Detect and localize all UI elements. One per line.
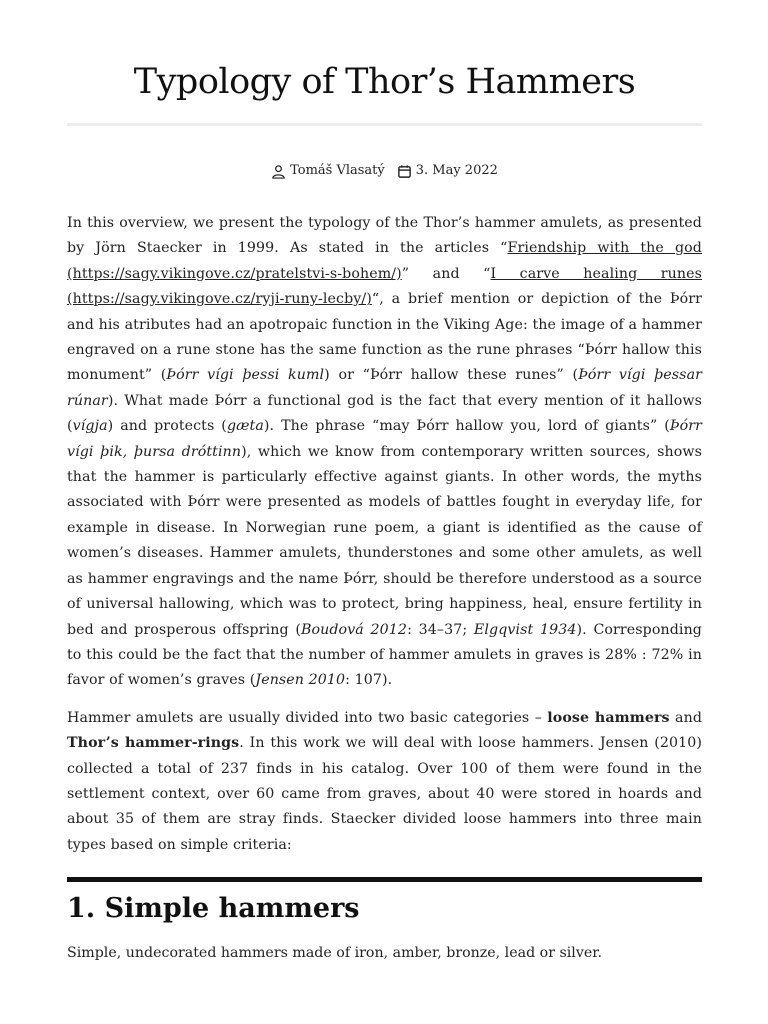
intro-paragraph (67, 211, 702, 694)
text-run: ” and “ (401, 265, 491, 282)
post-meta (67, 161, 702, 181)
italic-phrase: Þórr vígi þessi kuml (166, 367, 325, 384)
text-run: ) and protects ( (107, 418, 227, 435)
calendar-icon (397, 164, 416, 179)
friendship-link[interactable]: Friendship with the god (https://sagy.vikingove.cz/pratelstvi-s-bohem/) (67, 240, 702, 282)
italic-phrase: vígja (72, 418, 108, 435)
citation: Elgqvist 1934 (473, 621, 577, 638)
text-run: “, a brief mention or depiction of the Þórr and his atributes had an apotropaic function in the Viking Age: the image of a hammer engraved on a rune stone has the same function as the rune phrases “Þórr hallow this monument” ( (67, 291, 702, 384)
author-meta (271, 161, 385, 181)
text-run: : 107). (345, 672, 393, 689)
healing-runes-link[interactable]: I carve healing runes (https://sagy.vikingove.cz/ryji-runy-lecby/) (67, 265, 702, 308)
text-run: : 34–37; (407, 621, 474, 638)
bold-term: loose hammers (547, 709, 670, 726)
section-heading: 1. Simple hammers (67, 893, 360, 924)
section-divider (67, 877, 702, 882)
text-run: In this overview, we present the typology of the Thor’s hammer amulets, as presented by Jörn Staecker in 1999. As stated in the articles “ (67, 215, 702, 257)
text-run: . In this work we will deal with loose hammers. Jensen (2010) collected a total of 237 finds in his catalog. Over 100 of them were found in the settlement context, over 60 came from graves, about 40 were stored in hoards and about 35 of them are stray finds. Staecker divided loose hammers into three main types based on simple criteria: (67, 735, 703, 853)
text-run: ). Corresponding to this could be the fact that the number of hammer amulets in graves is 28% : 72% in favor of women’s graves ( (67, 621, 702, 689)
text-run: ), which we know from contemporary written sources, shows that the hammer is particularly effective against giants. In other words, the myths associated with Þórr were presented as models of battles fought in everyday life, for example in disease. In Norwegian rune poem, a giant is identified as the cause of women’s diseases. Hammer amulets, thunderstones and some other amulets, as well as hammer engravings and the name Þórr, should be therefore understood as a source of universal hallowing, which was to protect, bring happiness, heal, ensure fertility in bed and prosperous offspring ( (67, 443, 702, 638)
title-divider (67, 123, 702, 126)
text-run: Hammer amulets are usually divided into two basic categories – (67, 709, 548, 726)
citation: Boudová 2012 (300, 621, 408, 638)
page-title: Typology of Thor’s Hammers (133, 62, 636, 102)
article-body (67, 211, 702, 870)
italic-phrase: gæta (226, 418, 264, 435)
text-run: and (669, 709, 702, 726)
italic-phrase: Þórr vígi þessar rúnar (67, 367, 703, 409)
categories-paragraph (67, 706, 702, 858)
text-run: ). What made Þórr a functional god is the fact that every mention of it hallows ( (67, 392, 702, 435)
italic-phrase: Þórr vígi þik, þursa dróttinn (67, 418, 703, 460)
bold-term: Thor’s hammer-rings (67, 735, 240, 752)
date-meta (397, 161, 498, 181)
date-link[interactable]: 3. May 2022 (415, 163, 498, 178)
text-run: ) or “Þórr hallow these runes” ( (324, 367, 579, 384)
author-link[interactable]: Tomáš Vlasatý (290, 163, 385, 178)
user-icon (271, 164, 290, 179)
section-paragraph: Simple, undecorated hammers made of iron, amber, bronze, lead or silver. (67, 945, 602, 961)
text-run: ). The phrase “may Þórr hallow you, lord of giants” ( (263, 418, 670, 435)
citation: Jensen 2010 (255, 672, 346, 689)
